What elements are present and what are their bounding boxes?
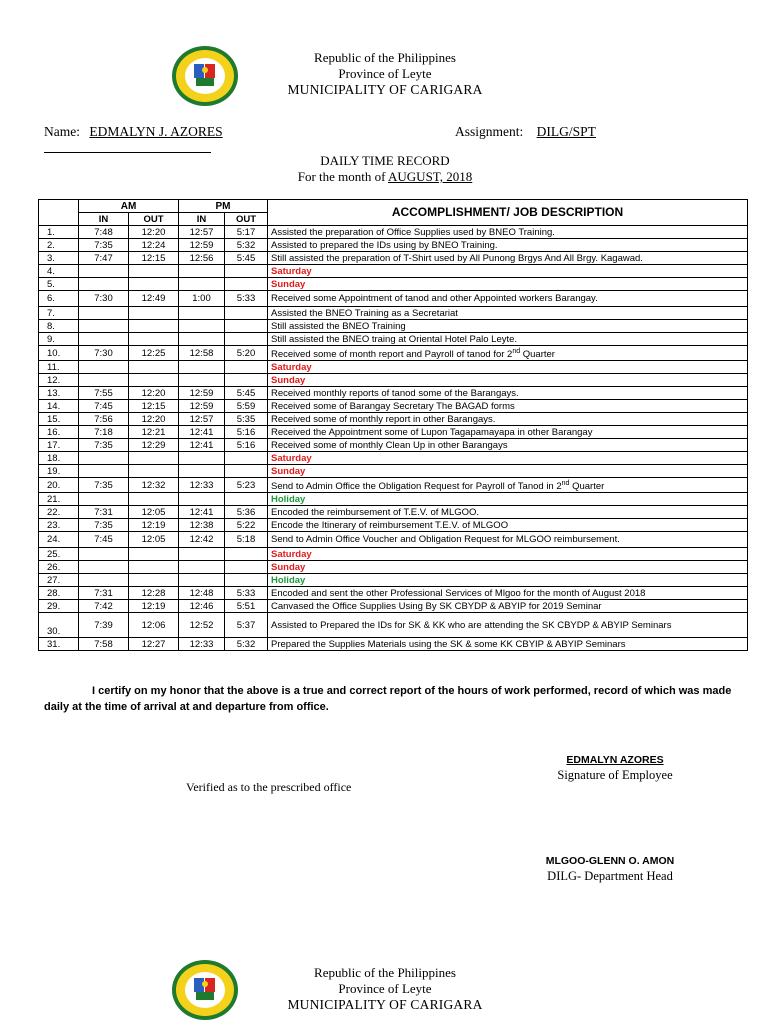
pm-out-cell: 5:37 — [225, 613, 268, 638]
am-in-cell: 7:35 — [79, 519, 129, 532]
header-republic: Republic of the Philippines — [314, 50, 456, 65]
accomplishment-text: Sunday — [271, 465, 306, 477]
day-cell: 11. — [39, 361, 79, 374]
am-out-cell: 12:06 — [129, 613, 179, 638]
table-row — [39, 346, 748, 361]
pm-out-cell: 5:22 — [225, 519, 268, 532]
pm-in-cell: 12:57 — [179, 413, 225, 426]
accomplishment-text-tail: Quarter — [520, 349, 555, 361]
am-out-cell: 12:15 — [129, 400, 179, 413]
am-in-cell: 7:31 — [79, 587, 129, 600]
pm-in-cell: 12:59 — [179, 239, 225, 252]
accomplishment-cell — [268, 532, 748, 548]
day-cell: 17. — [39, 439, 79, 452]
day-cell: 13. — [39, 387, 79, 400]
pm-in-cell — [179, 452, 225, 465]
am-in-cell: 7:35 — [79, 439, 129, 452]
am-in-cell: 7:30 — [79, 346, 129, 361]
pm-in-header: IN — [179, 213, 225, 226]
document-header — [230, 50, 540, 98]
day-column-header — [39, 200, 79, 226]
assignment-value: DILG/SPT — [536, 124, 596, 139]
am-out-cell — [129, 561, 179, 574]
am-out-cell — [129, 333, 179, 346]
day-cell: 28. — [39, 587, 79, 600]
day-cell: 7. — [39, 307, 79, 320]
accomplishment-cell — [268, 346, 748, 361]
am-out-cell: 12:20 — [129, 413, 179, 426]
accomplishment-cell — [268, 426, 748, 439]
am-out-cell: 12:49 — [129, 291, 179, 307]
pm-out-cell — [225, 307, 268, 320]
am-out-cell: 12:28 — [129, 587, 179, 600]
table-row — [39, 413, 748, 426]
accomplishment-cell — [268, 320, 748, 333]
am-in-cell — [79, 265, 129, 278]
table-body — [39, 226, 748, 651]
accomplishment-cell — [268, 361, 748, 374]
pm-in-cell: 12:52 — [179, 613, 225, 638]
accomplishment-text: Encode the Itinerary of reimbursement T.E.V. of MLGOO — [271, 519, 509, 531]
accomplishment-cell — [268, 519, 748, 532]
accomplishment-text: Still assisted the preparation of T-Shirt used by All Punong Brgys And All Brgy. Kagawad. — [271, 252, 643, 264]
am-in-cell: 7:31 — [79, 506, 129, 519]
footer-municipality: MUNICIPALITY OF CARIGARA — [287, 997, 483, 1012]
am-out-cell: 12:19 — [129, 600, 179, 613]
am-in-cell: 7:30 — [79, 291, 129, 307]
pm-in-cell — [179, 465, 225, 478]
day-cell: 12. — [39, 374, 79, 387]
am-out-cell: 12:20 — [129, 226, 179, 239]
day-cell: 19. — [39, 465, 79, 478]
pm-in-cell: 1:00 — [179, 291, 225, 307]
am-in-cell — [79, 278, 129, 291]
signature-line — [44, 152, 211, 153]
accomplishment-text: Send to Admin Office Voucher and Obligation Request for MLGOO reimbursement. — [271, 534, 620, 546]
employee-signature-block — [540, 754, 690, 783]
accomplishment-cell — [268, 239, 748, 252]
day-cell: 2. — [39, 239, 79, 252]
footer-province: Province of Leyte — [338, 981, 432, 996]
pm-out-cell — [225, 561, 268, 574]
day-cell: 29. — [39, 600, 79, 613]
pm-out-cell — [225, 320, 268, 333]
accomplishment-text: Holiday — [271, 493, 306, 505]
am-out-cell — [129, 265, 179, 278]
pm-in-cell: 12:41 — [179, 506, 225, 519]
pm-in-cell — [179, 320, 225, 333]
pm-out-cell: 5:51 — [225, 600, 268, 613]
accomplishment-cell — [268, 638, 748, 651]
footer-republic: Republic of the Philippines — [314, 965, 456, 980]
pm-out-cell: 5:35 — [225, 413, 268, 426]
pm-in-cell: 12:59 — [179, 400, 225, 413]
pm-in-cell: 12:57 — [179, 226, 225, 239]
am-out-cell: 12:21 — [129, 426, 179, 439]
am-in-cell — [79, 493, 129, 506]
pm-header: PM — [179, 200, 268, 213]
table-row — [39, 506, 748, 519]
pm-out-cell — [225, 265, 268, 278]
table-row — [39, 374, 748, 387]
header-municipality: MUNICIPALITY OF CARIGARA — [287, 82, 483, 97]
department-head-role: DILG- Department Head — [547, 869, 673, 883]
pm-in-cell: 12:56 — [179, 252, 225, 265]
day-cell: 22. — [39, 506, 79, 519]
accomplishment-text: Prepared the Supplies Materials using the SK & some KK CBYIP & ABYIP Seminars — [271, 638, 626, 650]
accomplishment-text: Received some of monthly Clean Up in other Barangays — [271, 439, 508, 451]
table-row — [39, 478, 748, 493]
table-row — [39, 307, 748, 320]
department-head-name: MLGOO-GLENN O. AMON — [545, 855, 675, 867]
accomplishment-text: Saturday — [271, 265, 312, 277]
table-row — [39, 519, 748, 532]
accomplishment-cell — [268, 252, 748, 265]
pm-out-cell: 5:16 — [225, 426, 268, 439]
pm-out-cell: 5:16 — [225, 439, 268, 452]
pm-out-cell: 5:32 — [225, 638, 268, 651]
accomplishment-text: Received some of month report and Payroll of tanod for 2 — [271, 349, 513, 361]
pm-out-cell — [225, 361, 268, 374]
am-out-cell — [129, 320, 179, 333]
am-in-cell: 7:48 — [79, 226, 129, 239]
pm-in-cell — [179, 333, 225, 346]
accomplishment-text: Saturday — [271, 361, 312, 373]
pm-in-cell — [179, 374, 225, 387]
pm-out-cell: 5:45 — [225, 252, 268, 265]
am-in-cell: 7:45 — [79, 532, 129, 548]
accomplishment-cell — [268, 439, 748, 452]
accomplishment-text: Encoded the reimbursement of T.E.V. of MLGOO. — [271, 506, 480, 518]
am-out-cell — [129, 307, 179, 320]
pm-out-cell: 5:23 — [225, 478, 268, 493]
accomplishment-cell — [268, 291, 748, 307]
accomplishment-cell — [268, 561, 748, 574]
table-row — [39, 532, 748, 548]
accomplishment-cell — [268, 465, 748, 478]
am-out-cell: 12:15 — [129, 252, 179, 265]
accomplishment-cell — [268, 548, 748, 561]
pm-out-cell — [225, 278, 268, 291]
accomplishment-cell — [268, 587, 748, 600]
pm-out-cell: 5:32 — [225, 239, 268, 252]
table-row — [39, 613, 748, 638]
accomplishment-text: Encoded and sent the other Professional Services of Mlgoo for the month of August 2018 — [271, 587, 646, 599]
accomplishment-text: Assisted the preparation of Office Supplies used by BNEO Training. — [271, 226, 555, 238]
table-row — [39, 265, 748, 278]
day-cell: 1. — [39, 226, 79, 239]
am-out-cell — [129, 574, 179, 587]
am-in-cell: 7:35 — [79, 239, 129, 252]
title-dtr: DAILY TIME RECORD — [320, 153, 450, 168]
accomplishment-cell — [268, 600, 748, 613]
am-in-cell: 7:47 — [79, 252, 129, 265]
accomplishment-text: Still assisted the BNEO Training — [271, 320, 406, 332]
am-in-cell — [79, 452, 129, 465]
am-in-cell: 7:42 — [79, 600, 129, 613]
table-row — [39, 226, 748, 239]
accomplishment-text: Sunday — [271, 278, 306, 290]
pm-in-cell: 12:41 — [179, 439, 225, 452]
table-row — [39, 600, 748, 613]
am-out-cell: 12:20 — [129, 387, 179, 400]
day-cell: 27. — [39, 574, 79, 587]
pm-in-cell: 12:33 — [179, 638, 225, 651]
day-cell: 21. — [39, 493, 79, 506]
am-out-cell — [129, 548, 179, 561]
accomplishment-cell — [268, 452, 748, 465]
table-row — [39, 320, 748, 333]
assignment-label: Assignment: — [455, 124, 524, 139]
title-month-line — [200, 169, 570, 185]
accomplishment-cell — [268, 574, 748, 587]
day-cell: 9. — [39, 333, 79, 346]
pm-out-cell — [225, 548, 268, 561]
assignment-row — [455, 124, 596, 140]
name-label: Name: — [44, 124, 80, 139]
pm-in-cell — [179, 307, 225, 320]
pm-in-cell — [179, 278, 225, 291]
am-in-cell — [79, 320, 129, 333]
table-row — [39, 465, 748, 478]
accomplishment-text: Assisted the BNEO Training as a Secretariat — [271, 307, 458, 319]
accomplishment-text: Received some of monthly report in other Barangays. — [271, 413, 496, 425]
accomplishment-text: Received some Appointment of tanod and other Appointed workers Barangay. — [271, 293, 598, 304]
pm-out-cell — [225, 333, 268, 346]
pm-in-cell: 12:42 — [179, 532, 225, 548]
pm-out-cell — [225, 574, 268, 587]
pm-in-cell: 12:33 — [179, 478, 225, 493]
accomplishment-text: Canvased the Office Supplies Using By SK CBYDP & ABYIP for 2019 Seminar — [271, 600, 602, 612]
table-row — [39, 291, 748, 307]
accomplishment-text-tail: Quarter — [569, 481, 605, 493]
am-in-cell — [79, 561, 129, 574]
day-cell: 5. — [39, 278, 79, 291]
am-in-cell — [79, 374, 129, 387]
am-out-cell — [129, 452, 179, 465]
day-cell: 15. — [39, 413, 79, 426]
am-in-cell: 7:45 — [79, 400, 129, 413]
pm-out-cell: 5:59 — [225, 400, 268, 413]
table-row — [39, 400, 748, 413]
day-cell: 25. — [39, 548, 79, 561]
table-row — [39, 239, 748, 252]
am-in-cell: 7:18 — [79, 426, 129, 439]
accomplishment-text: Received monthly reports of tanod some of the Barangays. — [271, 387, 519, 399]
table-row — [39, 278, 748, 291]
table-row — [39, 426, 748, 439]
day-cell: 23. — [39, 519, 79, 532]
day-cell: 4. — [39, 265, 79, 278]
pm-in-cell — [179, 361, 225, 374]
am-out-cell: 12:27 — [129, 638, 179, 651]
pm-in-cell: 12:46 — [179, 600, 225, 613]
accomplishment-cell — [268, 400, 748, 413]
table-row — [39, 252, 748, 265]
am-in-cell — [79, 548, 129, 561]
pm-in-cell: 12:48 — [179, 587, 225, 600]
ordinal-suffix: nd — [512, 348, 521, 355]
day-cell: 14. — [39, 400, 79, 413]
day-cell: 26. — [39, 561, 79, 574]
pm-out-cell: 5:33 — [225, 587, 268, 600]
accomplishment-text: Still assisted the BNEO traing at Oriental Hotel Palo Leyte. — [271, 333, 518, 345]
table-row — [39, 452, 748, 465]
am-out-cell: 12:24 — [129, 239, 179, 252]
document-title — [200, 153, 570, 185]
am-in-cell: 7:55 — [79, 387, 129, 400]
certification-statement — [44, 683, 734, 715]
table-row — [39, 333, 748, 346]
table-row — [39, 493, 748, 506]
accomplishment-text: Received some of Barangay Secretary The BAGAD forms — [271, 400, 515, 412]
day-cell: 20. — [39, 478, 79, 493]
accomplishment-cell — [268, 226, 748, 239]
header-province: Province of Leyte — [338, 66, 432, 81]
pm-in-cell: 12:59 — [179, 387, 225, 400]
accomplishment-cell — [268, 333, 748, 346]
day-cell: 18. — [39, 452, 79, 465]
am-out-cell — [129, 361, 179, 374]
day-cell: 10. — [39, 346, 79, 361]
am-in-cell — [79, 307, 129, 320]
employee-signature-role: Signature of Employee — [557, 768, 673, 782]
pm-out-cell — [225, 374, 268, 387]
am-in-cell — [79, 574, 129, 587]
am-in-header: IN — [79, 213, 129, 226]
am-out-cell — [129, 278, 179, 291]
accomplishment-text: Holiday — [271, 574, 306, 586]
table-row — [39, 387, 748, 400]
am-out-cell: 12:19 — [129, 519, 179, 532]
accomplishment-header: ACCOMPLISHMENT/ JOB DESCRIPTION — [268, 200, 748, 226]
accomplishment-text: Assisted to Prepared the IDs for SK & KK who are attending the SK CBYDP & ABYIP Seminars — [271, 619, 672, 631]
accomplishment-text: Sunday — [271, 561, 306, 573]
pm-out-cell — [225, 493, 268, 506]
am-out-cell: 12:29 — [129, 439, 179, 452]
accomplishment-cell — [268, 278, 748, 291]
am-in-cell: 7:58 — [79, 638, 129, 651]
pm-out-cell: 5:36 — [225, 506, 268, 519]
am-in-cell: 7:56 — [79, 413, 129, 426]
table-row — [39, 561, 748, 574]
accomplishment-text: Received the Appointment some of Lupon Tagapamayapa in other Barangay — [271, 426, 593, 438]
day-cell: 6. — [39, 291, 79, 307]
accomplishment-text: Saturday — [271, 452, 312, 464]
am-out-cell — [129, 493, 179, 506]
am-out-cell — [129, 465, 179, 478]
pm-in-cell — [179, 561, 225, 574]
am-out-cell: 12:05 — [129, 506, 179, 519]
pm-in-cell: 12:58 — [179, 346, 225, 361]
am-in-cell — [79, 333, 129, 346]
day-cell: 3. — [39, 252, 79, 265]
am-out-header: OUT — [129, 213, 179, 226]
employee-name-row — [44, 124, 223, 140]
accomplishment-cell — [268, 387, 748, 400]
accomplishment-cell — [268, 613, 748, 638]
pm-in-cell: 12:41 — [179, 426, 225, 439]
table-row — [39, 587, 748, 600]
table-row — [39, 439, 748, 452]
accomplishment-text: Sunday — [271, 374, 306, 386]
accomplishment-text: Assisted to prepared the IDs using by BNEO Training. — [271, 239, 498, 251]
table-row — [39, 638, 748, 651]
table-row — [39, 548, 748, 561]
day-cell: 24. — [39, 532, 79, 548]
accomplishment-text: Saturday — [271, 548, 312, 560]
ordinal-suffix: nd — [561, 480, 570, 488]
day-cell: 31. — [39, 638, 79, 651]
accomplishment-cell — [268, 307, 748, 320]
am-out-cell: 12:25 — [129, 346, 179, 361]
accomplishment-text: Send to Admin Office the Obligation Request for Payroll of Tanod in 2 — [271, 481, 562, 493]
am-out-cell: 12:32 — [129, 478, 179, 493]
table-header-row-1 — [39, 200, 748, 213]
pm-in-cell — [179, 548, 225, 561]
pm-in-cell — [179, 493, 225, 506]
verified-statement: Verified as to the prescribed office — [186, 780, 352, 794]
pm-out-header: OUT — [225, 213, 268, 226]
month-value: AUGUST, 2018 — [388, 169, 473, 184]
document-footer-header — [230, 965, 540, 1013]
am-header: AM — [79, 200, 179, 213]
am-in-cell: 7:35 — [79, 478, 129, 493]
accomplishment-cell — [268, 506, 748, 519]
day-cell: 8. — [39, 320, 79, 333]
pm-out-cell — [225, 465, 268, 478]
am-in-cell: 7:39 — [79, 613, 129, 638]
pm-out-cell: 5:33 — [225, 291, 268, 307]
day-cell: 30. — [39, 613, 79, 638]
department-head-signature-block — [510, 855, 710, 884]
pm-in-cell — [179, 265, 225, 278]
am-in-cell — [79, 465, 129, 478]
am-in-cell — [79, 361, 129, 374]
employee-signature-name: EDMALYN AZORES — [566, 754, 664, 766]
am-out-cell — [129, 374, 179, 387]
table-row — [39, 574, 748, 587]
pm-out-cell — [225, 452, 268, 465]
pm-out-cell: 5:18 — [225, 532, 268, 548]
pm-out-cell: 5:45 — [225, 387, 268, 400]
accomplishment-cell — [268, 478, 748, 493]
pm-in-cell — [179, 574, 225, 587]
accomplishment-cell — [268, 493, 748, 506]
accomplishment-cell — [268, 265, 748, 278]
am-out-cell: 12:05 — [129, 532, 179, 548]
accomplishment-cell — [268, 413, 748, 426]
pm-out-cell: 5:17 — [225, 226, 268, 239]
month-prefix: For the month of — [297, 169, 386, 184]
employee-name: EDMALYN J. AZORES — [89, 124, 223, 139]
day-cell: 16. — [39, 426, 79, 439]
certification-text: I certify on my honor that the above is a true and correct report of the hours of work performed, record of which was made daily at the time of arrival at and departure from office. — [44, 685, 732, 713]
accomplishment-cell — [268, 374, 748, 387]
pm-in-cell: 12:38 — [179, 519, 225, 532]
pm-out-cell: 5:20 — [225, 346, 268, 361]
table-row — [39, 361, 748, 374]
time-record-table — [38, 199, 748, 651]
